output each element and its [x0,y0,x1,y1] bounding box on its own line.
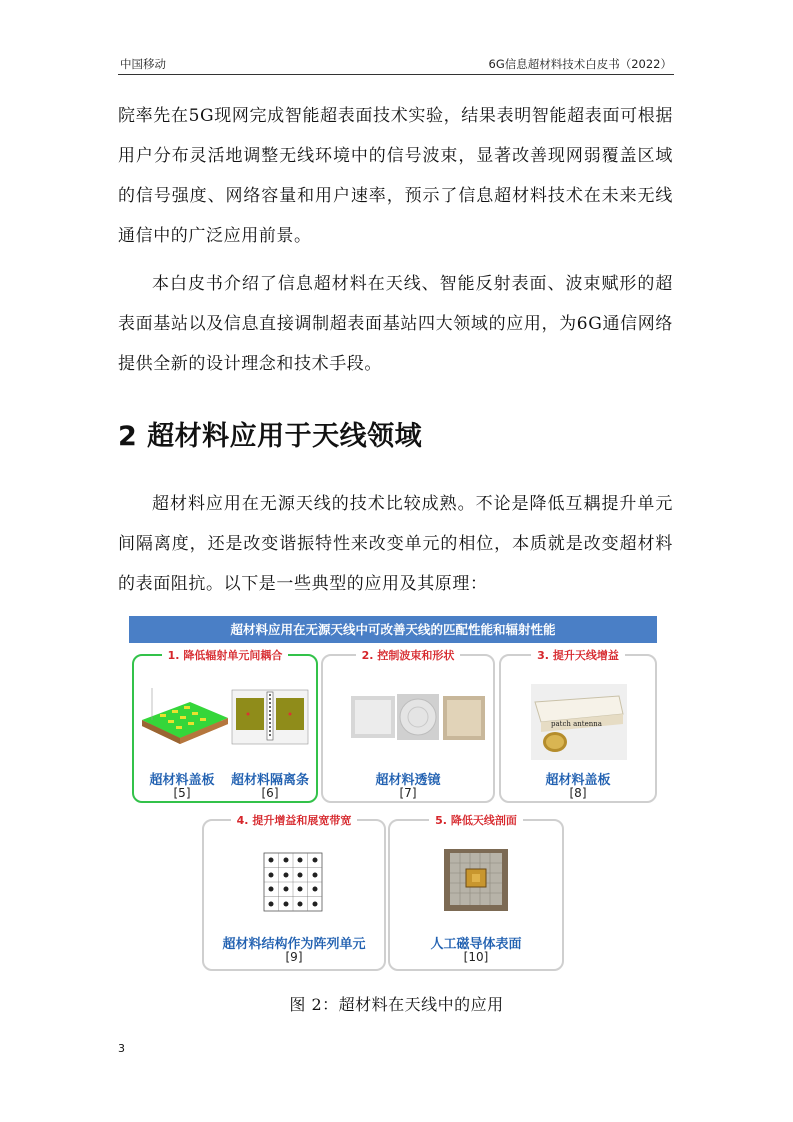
metamaterial-isolation-strip-image [230,684,310,750]
panel-title: 1. 降低辐射单元间耦合 [162,649,289,662]
page-number: 3 [118,1042,125,1055]
figure-banner: 超材料应用在无源天线中可改善天线的匹配性能和辐射性能 [129,616,657,643]
ref-5: [5] [173,786,191,800]
ref-7: [7] [399,786,417,800]
metamaterial-cover-image [138,678,230,758]
paragraph-whitepaper-scope: 本白皮书介绍了信息超材料在天线、智能反射表面、波束赋形的超表面基站以及信息直接调制超表面基站四大领域的应用，为6G通信网络提供全新的设计理念和技术手段。 [118,274,673,374]
paragraph-antenna-applications: 超材料应用在无源天线的技术比较成熟。不论是降低互耦提升单元间隔离度，还是改变谐振特性来改变单元的相位，本质就是改变超材料的表面阻抗。以下是一些典型的应用及其原理： [118,494,673,594]
section-heading: 2 超材料应用于天线领域 [118,421,423,452]
label-metamaterial-lens: 超材料透镜 [375,773,441,788]
panel-gain-bandwidth [202,814,386,971]
label-array-element: 超材料结构作为阵列单元 [222,937,366,952]
array-element-diagram [258,847,328,917]
label-metamaterial-cover: 超材料盖板 [149,773,215,788]
panel-reduce-profile [388,814,564,971]
panel-increase-gain [499,649,657,803]
ref-6: [6] [261,786,279,800]
paragraph-intro-continued: 院率先在5G现网完成智能超表面技术实验，结果表明智能超表面可根据用户分布灵活地调整无线环境中的信号波束，显著改善现网弱覆盖区域的信号强度、网络容量和用户速率，预示了信息超材料技术在未来无线通信中的广泛应用前景。 [118,106,673,246]
panel-reduce-coupling [132,649,318,803]
patch-antenna-label: patch antenna [551,720,602,728]
label-metamaterial-cover-2: 超材料盖板 [545,773,611,788]
ref-9: [9] [285,950,303,964]
artificial-magnetic-conductor-photo [444,849,508,911]
figure-caption: 图 2：超材料在天线中的应用 [289,995,504,1014]
header-organization: 中国移动 [120,57,166,71]
panel-title: 5. 降低天线剖面 [429,814,523,827]
header-document-title: 6G信息超材料技术白皮书（2022） [488,57,672,71]
metamaterial-lens-image [349,692,489,746]
figure-metamaterial-antenna [129,616,657,972]
panel-control-beam [321,649,495,803]
page-header [118,54,674,75]
label-metamaterial-isolation-strip: 超材料隔离条 [230,773,309,788]
ref-8: [8] [569,786,587,800]
panel-title: 4. 提升增益和展宽带宽 [231,814,358,827]
metamaterial-cover-photo [531,684,627,760]
ref-10: [10] [463,950,489,964]
label-artificial-magnetic-conductor: 人工磁导体表面 [430,937,522,952]
panel-title: 2. 控制波束和形状 [356,649,461,662]
panel-title: 3. 提升天线增益 [531,649,625,662]
